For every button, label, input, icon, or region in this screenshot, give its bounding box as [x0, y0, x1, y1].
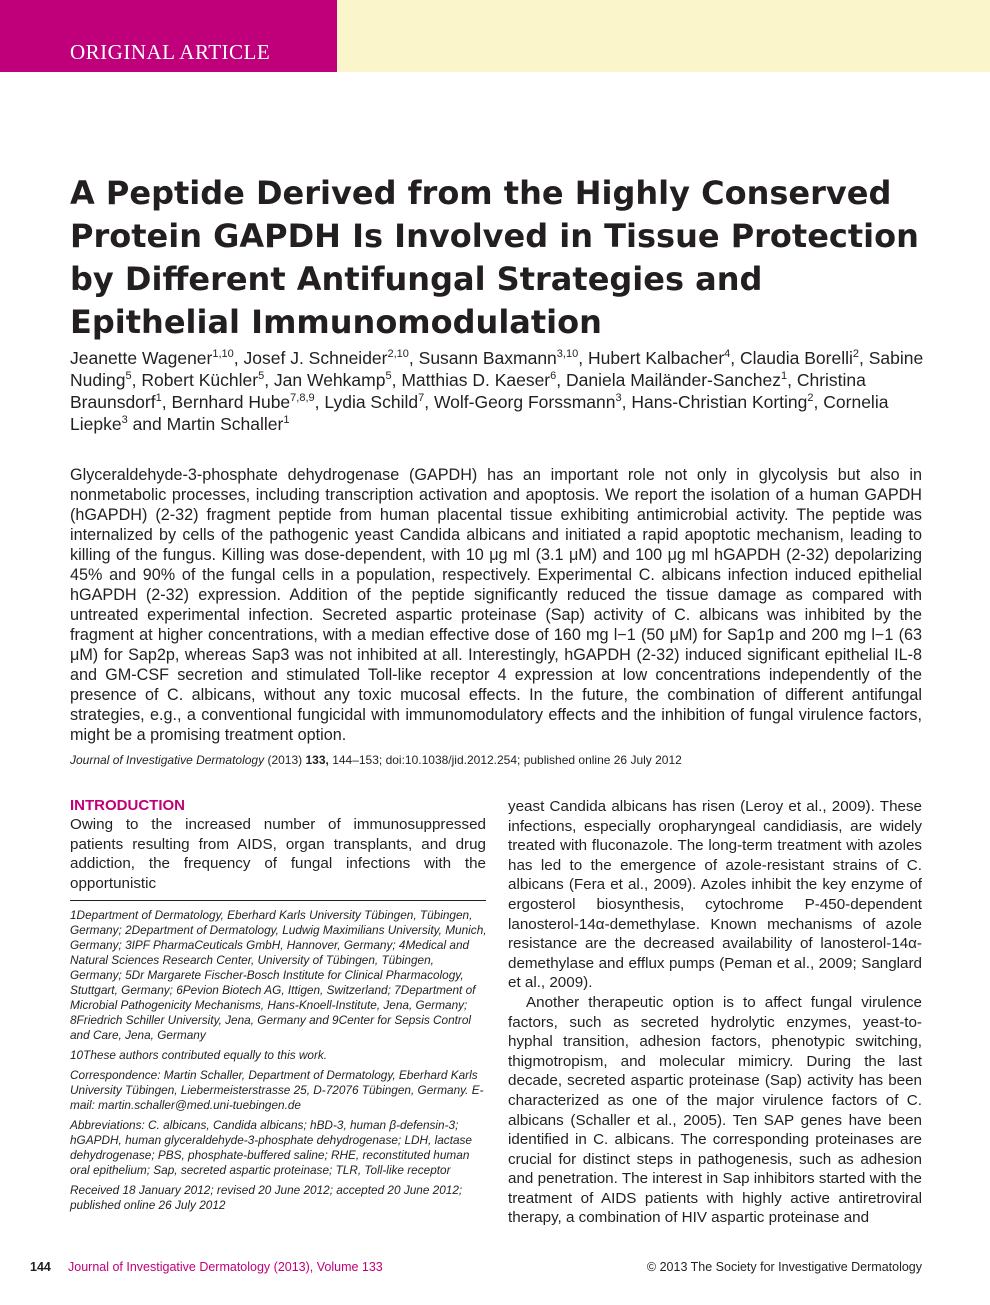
author-affiliation-mark: 5 [258, 370, 265, 383]
right-column [508, 797, 922, 1228]
author-affiliation-mark: 1 [780, 370, 788, 383]
author-affiliation-mark: 7 [418, 392, 425, 405]
author-affiliation-mark: 3 [615, 392, 622, 405]
abstract: Glyceraldehyde-3-phosphate dehydrogenase (GAPDH) has an important role not only in glycolysis but also in nonmetabolic processes, including transcription activation and apoptosis. We report the isolation of a human GAPDH (hGAPDH) (2-32) fragment peptide from human placental tissue exhibiting antimicrobial activity. The peptide was internalized by cells of the pathogenic yeast Candida albicans and initiated a rapid apoptotic mechanism, leading to killing of the fungus. Killing was dose-dependent, with 10 μg ml (3.1 μM) and 100 μg ml hGAPDH (2-32) depolarizing 45% and 90% of the fungal cells in a population, respectively. Experimental C. albicans infection induced epithelial hGAPDH (2-32) expression. Addition of the peptide significantly reduced the tissue damage as compared with untreated experimental infection. Secreted aspartic proteinase (Sap) activity of C. albicans was inhibited by the fragment at higher concentrations, with a median effective dose of 160 mg l−1 (50 μM) for Sap1p and 200 mg l−1 (63 μM) for Sap2p, whereas Sap3 was not inhibited at all. Interestingly, hGAPDH (2-32) induced significant epithelial IL-8 and GM-CSF secretion and stimulated Toll-like receptor 4 expression at low concentrations independently of the presence of C. albicans, without any toxic mucosal effects. In the future, the combination of different antifungal strategies, e.g., a conventional fungicidal with immunomodulatory effects and the inhibition of fungal virulence factors, might be a promising treatment option. [70, 466, 922, 744]
author-name: Christina Braunsdorf [70, 370, 866, 412]
author-affiliation-mark: 3,10 [556, 348, 579, 361]
author-name: Hubert Kalbacher [587, 348, 725, 368]
author-name: Jeanette Wagener [70, 348, 213, 368]
author-list: Jeanette Wagener$^{1,10}$, Josef J. Schneider$^{2,10}$, Susann Baxmann$^{3,10}$, Hubert Kalbacher$^4$, Claudia Borelli$^2$, Sabine Nuding$^5$, Robert Küchler$^5$, Jan Wehkamp$^5$, Matthias D. Kaeser$^6$, Daniela Mailänder-Sanchez$^1$, Christina Braunsdorf$^1$, Bernhard Hube$^{7,8,9}$, Lydia Schild$^7$, Wolf-Georg Forssmann$^3$, Hans-Christian Korting$^2$, Cornelia Liepke$^3$ and Martin Schaller$^1$ [70, 348, 924, 434]
author-affiliation-mark: 2,10 [387, 348, 409, 361]
author-affiliation-mark: 1,10 [212, 348, 234, 361]
banner-band [337, 0, 990, 72]
introduction-paragraph-left: Owing to the increased number of immunosuppressed patients resulting from AIDS, organ transplants, and drug addiction, the frequency of fungal infections with the opportunistic [70, 816, 486, 892]
author-affiliation-mark: 5 [125, 370, 132, 383]
affiliations-footnote: 1Department of Dermatology, Eberhard Karls University Tübingen, Tübingen, Germany; 2Department of Dermatology, Ludwig Maximilians University, Munich, Germany; 3IPF PharmaCeuticals GmbH, Hannover, Germany; 4Medical and Natural Sciences Research Center, University of Tübingen, Tübingen, Germany; 5Dr Margarete Fischer-Bosch Institute for Clinical Pharmacology, Stuttgart, Germany; 6Pevion Biotech AG, Ittigen, Switzerland; 7Department of Microbial Pathogenicity Mechanisms, Hans-Knoell-Institute, Jena, Germany; 8Friedrich Schiller University, Jena, Germany and 9Center for Sepsis Control and Care, Jena, Germany [70, 908, 487, 1042]
author-affiliation-mark: 6 [550, 370, 557, 383]
author-name: Daniela Mailänder-Sanchez [566, 370, 781, 390]
left-column [70, 797, 486, 893]
author-affiliation-mark: 5 [385, 370, 392, 383]
author-name: Lydia Schild [324, 392, 419, 412]
article-title: A Peptide Derived from the Highly Conserved Protein GAPDH Is Involved in Tissue Protection by Different Antifungal Strategies and Epithelial Immunomodulation [70, 174, 919, 341]
footnote-divider [70, 900, 486, 901]
author-name: Martin Schaller [166, 414, 284, 434]
author-name: Robert Küchler [141, 370, 259, 390]
received-dates-footnote: Received 18 January 2012; revised 20 June 2012; accepted 20 June 2012; published online 26 July 2012 [70, 1183, 463, 1212]
introduction-paragraph-right-2: Another therapeutic option is to affect fungal virulence factors, such as secreted hydrolytic enzymes, yeast-to-hyphal transition, adhesion factors, phenotypic switching, thigmotropism, and molecular mimicry. During the last decade, secreted aspartic proteinase (Sap) activity has been characterized as one of the major virulence factors of C. albicans (Schaller et al., 2005). Ten SAP genes have been identified in C. albicans. The corresponding proteinases are crucial for distinct steps in pathogenesis, such as adhesion and penetration. The interest in Sap inhibitors started with the treatment of AIDS patients with highly active antiretroviral therapy, a combination of HIV aspartic proteinase and [508, 993, 922, 1227]
footer-journal-info: Journal of Investigative Dermatology (2013), Volume 133 [68, 1260, 383, 1274]
author-name: Cornelia Liepke [70, 392, 889, 434]
citation-journal: Journal of Investigative Dermatology [70, 753, 265, 767]
citation-volume: 133, [305, 753, 329, 767]
author-name: Susann Baxmann [418, 348, 557, 368]
footnotes [70, 908, 488, 1218]
author-affiliation-mark: 1 [155, 392, 162, 405]
author-affiliation-mark: 1 [283, 414, 290, 427]
footer-copyright: © 2013 The Society for Investigative Dermatology [646, 1260, 922, 1274]
author-name: Hans-Christian Korting [631, 392, 808, 412]
author-name: Jan Wehkamp [273, 370, 386, 390]
author-name: Wolf-Georg Forssmann [433, 392, 616, 412]
author-name: Sabine Nuding [70, 348, 924, 390]
page-footer [30, 1258, 922, 1276]
author-affiliation-mark: 2 [852, 348, 859, 361]
author-name: Josef J. Schneider [243, 348, 388, 368]
author-name: Claudia Borelli [740, 348, 853, 368]
author-affiliation-mark: 2 [807, 392, 814, 405]
introduction-heading: INTRODUCTION [70, 797, 185, 814]
abbreviations-footnote: Abbreviations: C. albicans, Candida albicans; hBD-3, human β-defensin-3; hGAPDH, human glyceraldehyde-3-phosphate dehydrogenase; LDH, lactase dehydrogenase; PBS, phosphate-buffered saline; RHE, reconstituted human oral epithelium; Sap, secreted aspartic proteinase; TLR, Toll-like receptor [70, 1118, 472, 1177]
equal-contribution-footnote: 10These authors contributed equally to this work. [70, 1048, 328, 1062]
citation-details: 144–153; doi:10.1038/jid.2012.254; published online 26 July 2012 [332, 753, 682, 767]
author-affiliation-mark: 7,8,9 [290, 392, 315, 405]
author-name: Bernhard Hube [171, 392, 291, 412]
author-affiliation-mark: 4 [724, 348, 731, 361]
article-type-banner [0, 0, 337, 72]
correspondence-footnote: Correspondence: Martin Schaller, Department of Dermatology, Eberhard Karls University Tübingen, Liebermeisterstrasse 25, D-72076 Tübingen, Germany. E-mail: martin.schaller@med.uni-tuebingen.de [70, 1068, 484, 1112]
introduction-paragraph-right-1: yeast Candida albicans has risen (Leroy et al., 2009). These infections, especially oropharyngeal candidiasis, are widely treated with fluconazole. The long-term treatment with azoles has led to the emergence of azole-resistant strains of C. albicans (Fera et al., 2009). Azoles inhibit the key enzyme of ergosterol biosynthesis, cytochrome P-450-dependent lanosterol-14α-demethylase. Known mechanisms of azole resistance are the decreased availability of lanosterol-14α-demethylase and efflux pumps (Peman et al., 2009; Sanglard et al., 2009). [508, 798, 922, 992]
article-type-label: ORIGINAL ARTICLE [70, 40, 271, 64]
author-affiliation-mark: 3 [121, 414, 128, 427]
citation-line [70, 752, 930, 768]
author-name: Matthias D. Kaeser [401, 370, 551, 390]
citation-year: (2013) [267, 753, 303, 767]
page-number: 144 [30, 1260, 51, 1274]
